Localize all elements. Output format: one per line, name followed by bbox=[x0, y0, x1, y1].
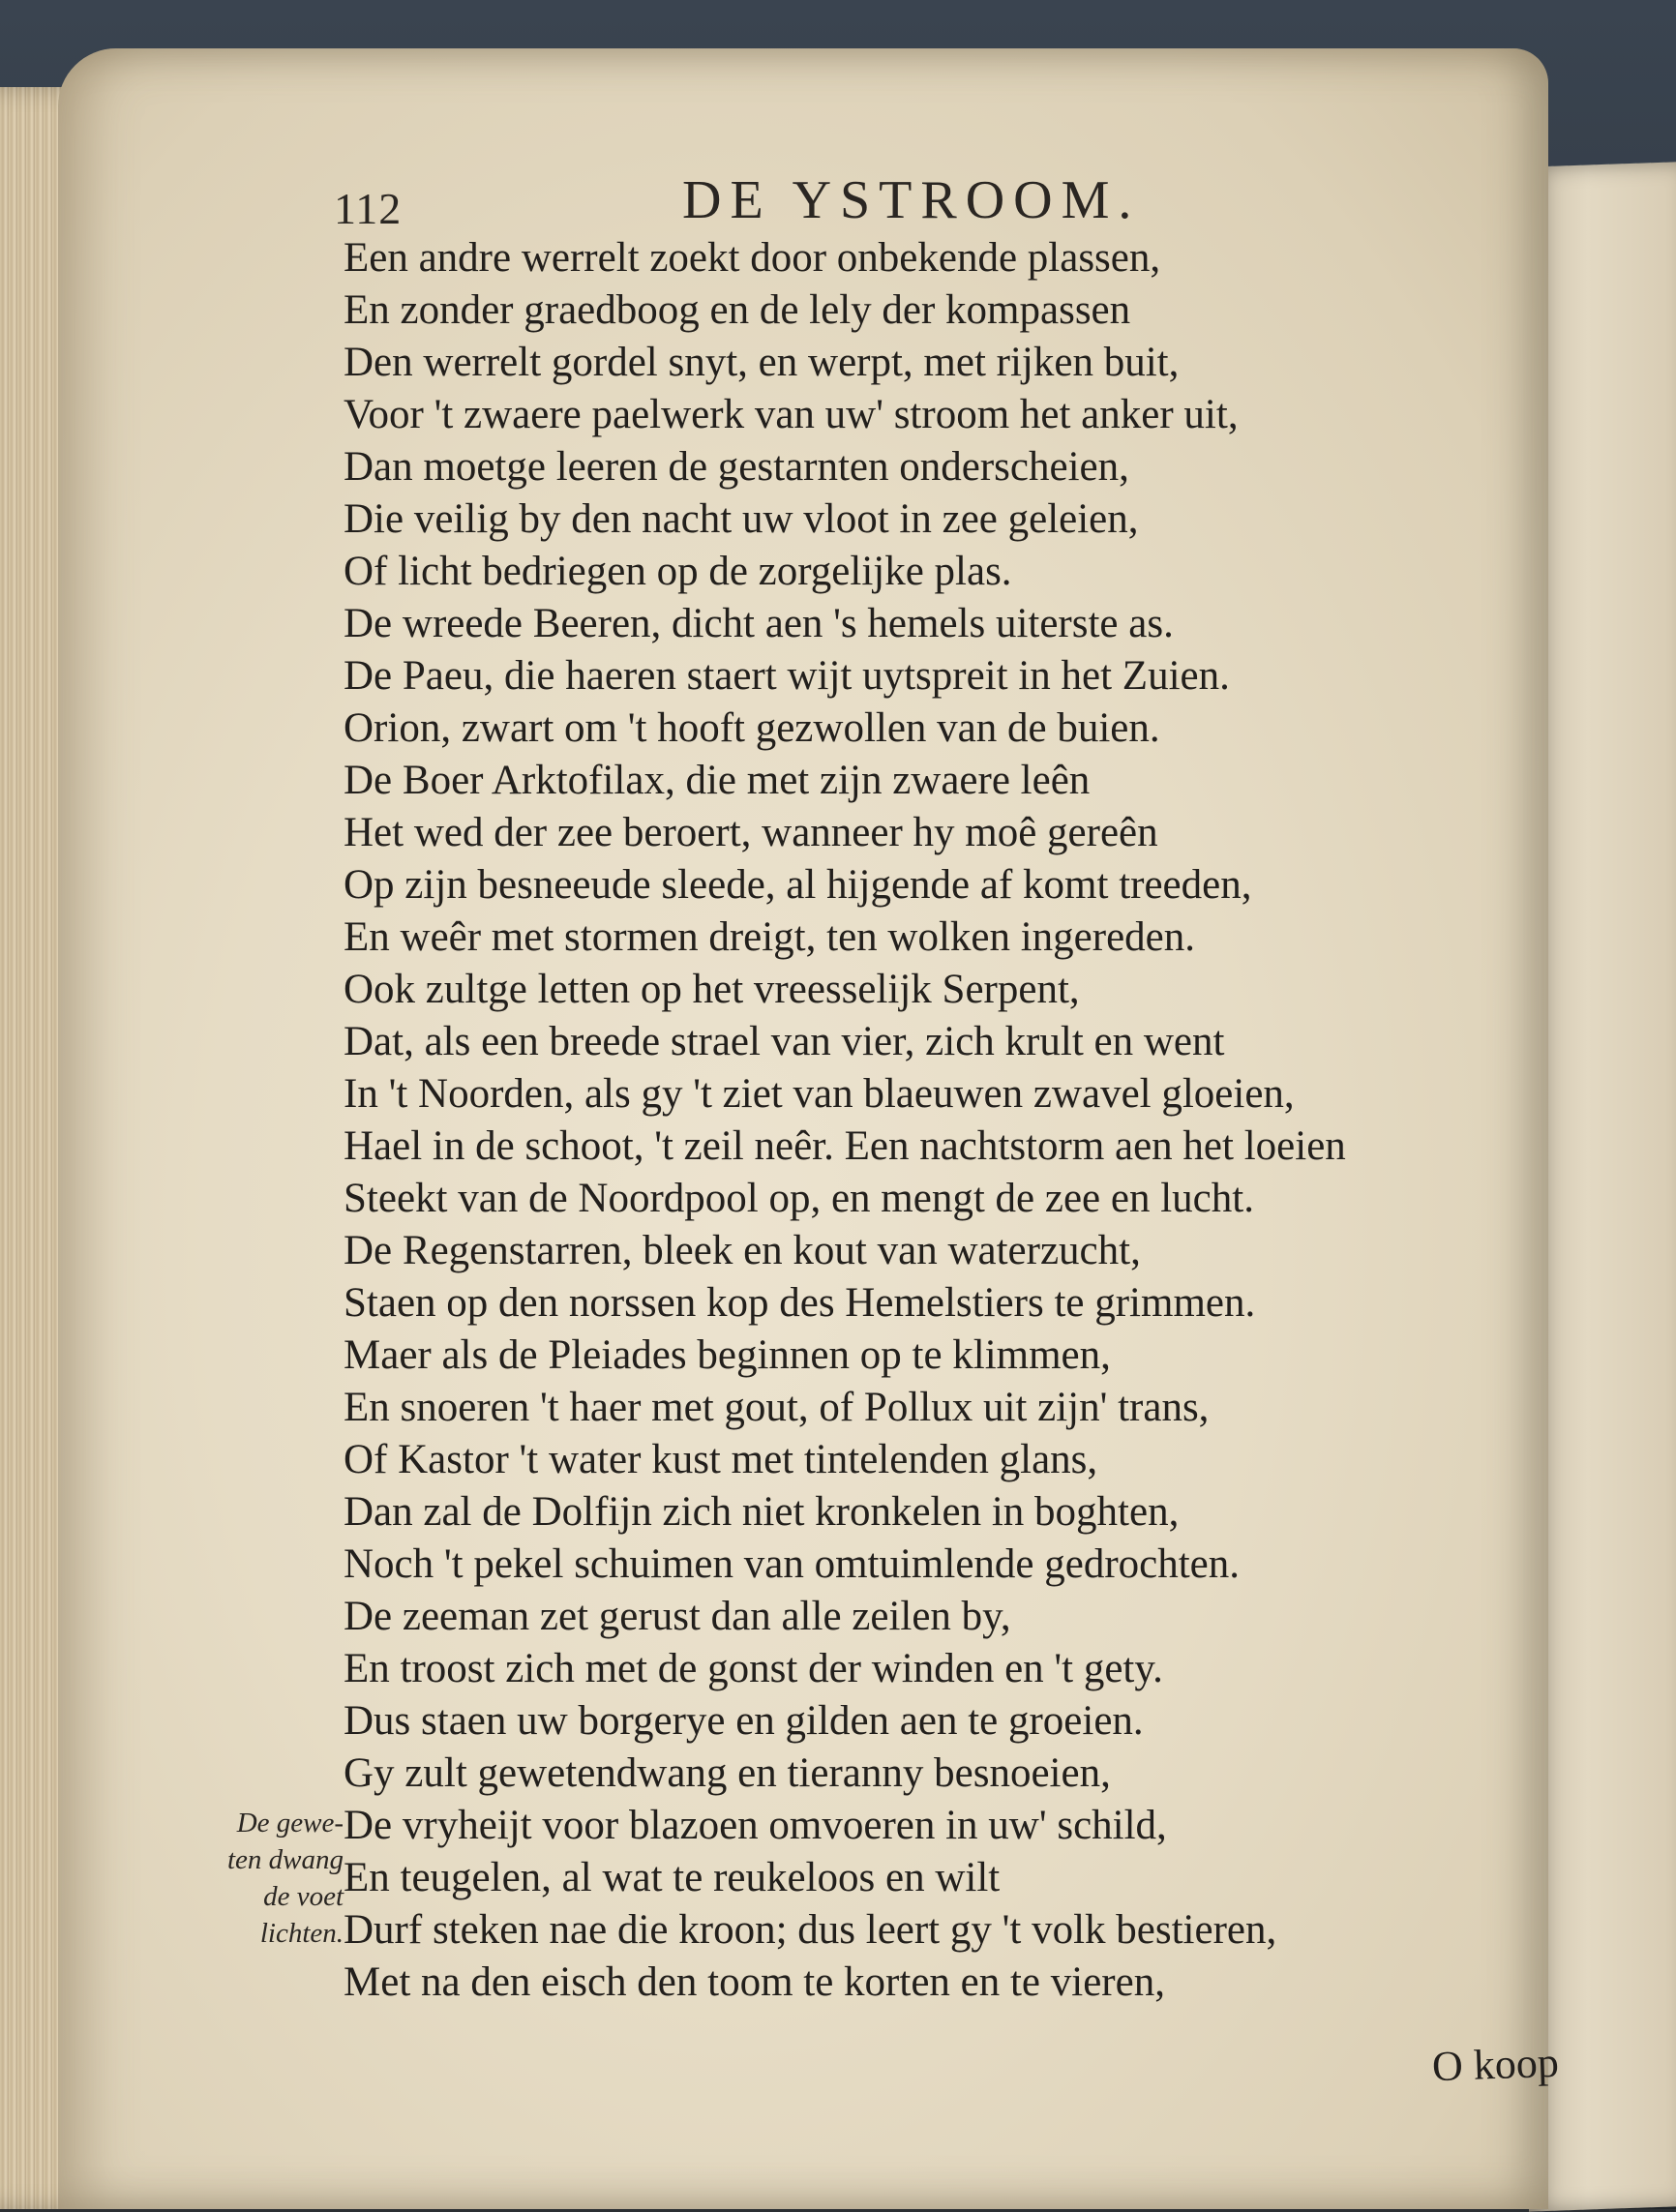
poem-line: Ook zultge letten op het vreesselijk Serpent, bbox=[344, 967, 1080, 1012]
poem-line: Dus staen uw borgerye en gilden aen te groeien. bbox=[344, 1698, 1144, 1744]
poem-text bbox=[344, 232, 1572, 2009]
catchword: O koop bbox=[1431, 2038, 1560, 2091]
poem-line: Die veilig by den nacht uw vloot in zee geleien, bbox=[344, 496, 1139, 542]
margin-note-line: de voet bbox=[263, 1881, 344, 1912]
poem-line: Gy zult gewetendwang en tieranny besnoeien, bbox=[344, 1750, 1111, 1796]
poem-line: En troost zich met de gonst der winden en 't gety. bbox=[344, 1646, 1163, 1691]
margin-note-line: ten dwang bbox=[226, 1844, 344, 1875]
poem-line: De zeeman zet gerust dan alle zeilen by, bbox=[344, 1594, 1011, 1639]
poem-line: Hael in de schoot, 't zeil neêr. Een nachtstorm aen het loeien bbox=[344, 1123, 1346, 1169]
poem-line: En snoeren 't haer met gout, of Pollux uit zijn' trans, bbox=[344, 1385, 1210, 1430]
margin-note-line: lichten. bbox=[259, 1918, 344, 1949]
poem-line: De Boer Arktofilax, die met zijn zwaere leên bbox=[344, 758, 1091, 803]
poem-line: In 't Noorden, als gy 't ziet van blaeuwen zwavel gloeien, bbox=[344, 1071, 1295, 1117]
poem-line: Dan zal de Dolfijn zich niet kronkelen in boghten, bbox=[344, 1489, 1180, 1535]
poem-line: En teugelen, al wat te reukeloos en wilt bbox=[344, 1855, 1001, 1900]
poem-line: Of licht bedriegen op de zorgelijke plas. bbox=[344, 549, 1012, 594]
poem-line: Voor 't zwaere paelwerk van uw' stroom het anker uit, bbox=[344, 392, 1239, 437]
poem-line: De wreede Beeren, dicht aen 's hemels uiterste as. bbox=[344, 601, 1174, 646]
poem-line: Met na den eisch den toom te korten en te vieren, bbox=[344, 1959, 1165, 2005]
poem-line: Durf steken nae die kroon; dus leert gy 't volk bestieren, bbox=[344, 1907, 1277, 1953]
poem-line: En weêr met stormen dreigt, ten wolken ingereden. bbox=[344, 914, 1196, 960]
poem-line: Dat, als een breede strael van vier, zich krult en went bbox=[344, 1019, 1225, 1064]
poem-line: Den werrelt gordel snyt, en werpt, met rijken buit, bbox=[344, 340, 1180, 385]
poem-line: Maer als de Pleiades beginnen op te klimmen, bbox=[344, 1332, 1111, 1378]
poem-line: Dan moetge leeren de gestarnten onderscheien, bbox=[344, 444, 1129, 490]
poem-line: En zonder graedboog en de lely der kompassen bbox=[344, 287, 1131, 333]
poem-line: Noch 't pekel schuimen van omtuimlende gedrochten. bbox=[344, 1541, 1241, 1587]
margin-note bbox=[174, 1805, 344, 1952]
poem-line: De vryheijt voor blazoen omvoeren in uw' schild, bbox=[344, 1803, 1167, 1848]
page-number: 112 bbox=[334, 184, 403, 233]
poem-line: Of Kastor 't water kust met tintelenden glans, bbox=[344, 1437, 1098, 1482]
poem-line: De Regenstarren, bleek en kout van waterzucht, bbox=[344, 1228, 1141, 1273]
poem-line: Op zijn besneeude sleede, al hijgende af komt treeden, bbox=[344, 862, 1252, 908]
running-title: DE YSTROOM. bbox=[682, 170, 1141, 230]
poem-line: Orion, zwart om 't hooft gezwollen van de buien. bbox=[344, 705, 1160, 751]
poem-line: Een andre werrelt zoekt door onbekende plassen, bbox=[344, 235, 1161, 281]
poem-line: Steekt van de Noordpool op, en mengt de zee en lucht. bbox=[344, 1176, 1254, 1221]
poem-line: Het wed der zee beroert, wanneer hy moê gereên bbox=[344, 810, 1158, 855]
margin-note-line: De gewe- bbox=[236, 1808, 344, 1838]
page-header bbox=[334, 169, 1331, 237]
poem-line: De Paeu, die haeren staert wijt uytspreit in het Zuien. bbox=[344, 653, 1230, 699]
poem-line: Staen op den norssen kop des Hemelstiers te grimmen. bbox=[344, 1280, 1256, 1326]
